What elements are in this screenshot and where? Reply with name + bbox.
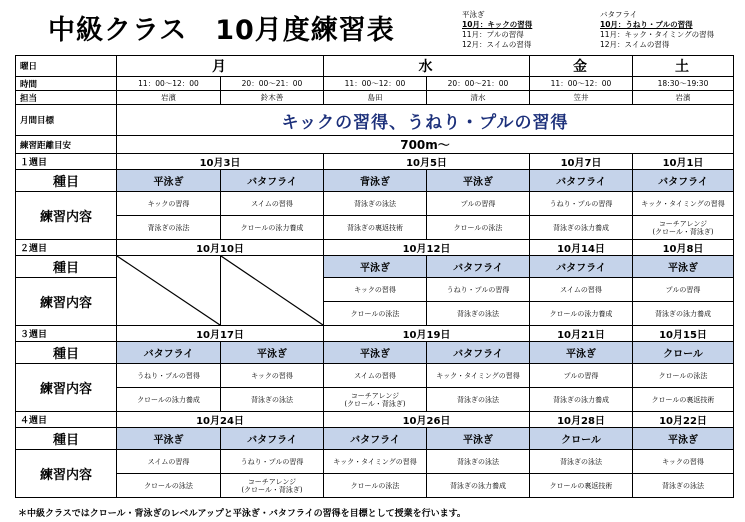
stroke-cell: 平泳ぎ: [324, 256, 427, 278]
stroke-cell: 平泳ぎ: [530, 342, 633, 364]
stroke-cell: 平泳ぎ: [324, 342, 427, 364]
practice-item: うねり・プルの習得: [530, 192, 633, 216]
instructor-label: 担当: [16, 91, 117, 105]
date-cell: 10月14日: [530, 240, 633, 256]
date-cell: 10月24日: [117, 412, 324, 428]
content-label: 練習内容: [16, 278, 117, 326]
time-cell: 20：00〜21：00: [427, 77, 530, 91]
practice-item: キックの習得: [221, 364, 324, 388]
practice-item: コーチアレンジ (クロール・背泳ぎ): [633, 216, 734, 240]
practice-item: 背泳ぎの泳法: [427, 302, 530, 326]
time-cell: 11：00〜12：00: [530, 77, 633, 91]
day-friday: 金: [530, 56, 633, 77]
practice-item: 背泳ぎの泳法: [117, 216, 221, 240]
stroke-cell: 平泳ぎ: [117, 170, 221, 192]
content-label: 練習内容: [16, 364, 117, 412]
date-cell: 10月8日: [633, 240, 734, 256]
no-class-cell: [221, 256, 324, 326]
practice-item: うねり・プルの習得: [427, 278, 530, 302]
stroke-cell: 平泳ぎ: [117, 428, 221, 450]
instructor-cell: 岩濱: [117, 91, 221, 105]
stroke-label: 種目: [16, 428, 117, 450]
stroke-label: 種目: [16, 256, 117, 278]
practice-item: コーチアレンジ (クロール・背泳ぎ): [324, 388, 427, 412]
practice-item: 背泳ぎの泳力養成: [633, 302, 734, 326]
no-class-cell: [117, 256, 221, 326]
practice-item: クロールの泳法: [117, 474, 221, 498]
practice-item: 背泳ぎの泳力養成: [427, 474, 530, 498]
practice-item: うねり・プルの習得: [221, 450, 324, 474]
stroke-cell: バタフライ: [221, 428, 324, 450]
week-label: ４週目: [16, 412, 117, 428]
stroke-cell: バタフライ: [427, 342, 530, 364]
practice-item: スイムの習得: [530, 278, 633, 302]
date-cell: 10月22日: [633, 412, 734, 428]
practice-item: キックの習得: [633, 450, 734, 474]
practice-item: 背泳ぎの泳法: [427, 450, 530, 474]
practice-item: クロールの泳法: [427, 216, 530, 240]
content-label: 練習内容: [16, 192, 117, 240]
instructor-cell: 清水: [427, 91, 530, 105]
note-heading: 平泳ぎ: [462, 10, 485, 19]
stroke-label: 種目: [16, 170, 117, 192]
practice-item: キックの習得: [117, 192, 221, 216]
instructor-cell: 笠井: [530, 91, 633, 105]
note-line: 12月：スイムの習得: [462, 40, 532, 49]
date-cell: 10月10日: [117, 240, 324, 256]
practice-item: 背泳ぎの泳法: [530, 450, 633, 474]
date-cell: 10月21日: [530, 326, 633, 342]
practice-item: キック・タイミングの習得: [324, 450, 427, 474]
diagonal-slash: [117, 256, 220, 325]
stroke-cell: バタフライ: [530, 170, 633, 192]
practice-item: うねり・プルの習得: [117, 364, 221, 388]
practice-item: クロールの泳法: [324, 474, 427, 498]
day-saturday: 土: [633, 56, 734, 77]
note-line: 11月：プルの習得: [462, 30, 524, 39]
stroke-cell: 平泳ぎ: [427, 428, 530, 450]
date-cell: 10月19日: [324, 326, 530, 342]
practice-item: キック・タイミングの習得: [427, 364, 530, 388]
content-label: 練習内容: [16, 450, 117, 498]
stroke-cell: バタフライ: [530, 256, 633, 278]
stroke-cell: 平泳ぎ: [633, 256, 734, 278]
week-label: １週目: [16, 154, 117, 170]
date-cell: 10月28日: [530, 412, 633, 428]
practice-item: 背泳ぎの泳法: [221, 388, 324, 412]
day-wednesday: 水: [324, 56, 530, 77]
week-label: ３週目: [16, 326, 117, 342]
stroke-cell: クロール: [633, 342, 734, 364]
practice-item: 背泳ぎの裏返技術: [324, 216, 427, 240]
stroke-cell: クロール: [530, 428, 633, 450]
practice-item: キック・タイミングの習得: [633, 192, 734, 216]
practice-item: プルの習得: [427, 192, 530, 216]
monthly-goal: キックの習得、うねり・プルの習得: [117, 105, 734, 136]
practice-item: プルの習得: [530, 364, 633, 388]
note-line: 11月：キック・タイミングの習得: [600, 30, 715, 39]
instructor-cell: 鈴木善: [221, 91, 324, 105]
stroke-cell: バタフライ: [633, 170, 734, 192]
date-cell: 10月17日: [117, 326, 324, 342]
footer-note: ＊中級クラスではクロール・背泳ぎのレベルアップと平泳ぎ・バタフライの習得を目標として授業を行います。: [18, 509, 466, 519]
practice-item: スイムの習得: [324, 364, 427, 388]
stroke-cell: バタフライ: [427, 256, 530, 278]
stroke-cell: 背泳ぎ: [324, 170, 427, 192]
practice-item: 背泳ぎの泳法: [633, 474, 734, 498]
stroke-cell: 平泳ぎ: [427, 170, 530, 192]
instructor-cell: 島田: [324, 91, 427, 105]
practice-item: スイムの習得: [221, 192, 324, 216]
practice-item: キックの習得: [324, 278, 427, 302]
time-label: 時間: [16, 77, 117, 91]
note-line: 12月：スイムの習得: [600, 40, 670, 49]
schedule-table: [15, 55, 734, 498]
day-label: 曜日: [16, 56, 117, 77]
distance-label: 練習距離目安: [16, 136, 117, 154]
day-monday: 月: [117, 56, 324, 77]
practice-item: クロールの泳力養成: [221, 216, 324, 240]
practice-item: 背泳ぎの泳法: [324, 192, 427, 216]
date-cell: 10月26日: [324, 412, 530, 428]
practice-item: 背泳ぎの泳力養成: [530, 388, 633, 412]
instructor-cell: 岩濱: [633, 91, 734, 105]
stroke-label: 種目: [16, 342, 117, 364]
date-cell: 10月1日: [633, 154, 734, 170]
time-cell: 11：00〜12：00: [117, 77, 221, 91]
goal-label: 月間目標: [16, 105, 117, 136]
breaststroke-plan-note: [462, 10, 532, 50]
practice-item: プルの習得: [633, 278, 734, 302]
practice-item: クロールの裏返技術: [633, 388, 734, 412]
date-cell: 10月15日: [633, 326, 734, 342]
practice-item: 背泳ぎの泳法: [427, 388, 530, 412]
stroke-cell: 平泳ぎ: [221, 342, 324, 364]
date-cell: 10月7日: [530, 154, 633, 170]
practice-item: クロールの泳力養成: [530, 302, 633, 326]
practice-item: クロールの泳法: [324, 302, 427, 326]
distance-value: 700m〜: [117, 136, 734, 154]
practice-item: クロールの裏返技術: [530, 474, 633, 498]
date-cell: 10月12日: [324, 240, 530, 256]
note-line: 10月：キックの習得: [462, 20, 533, 29]
date-cell: 10月3日: [117, 154, 324, 170]
page-title: 中級クラス 10月度練習表: [48, 15, 395, 46]
practice-item: クロールの泳法: [633, 364, 734, 388]
practice-item: コーチアレンジ (クロール・背泳ぎ): [221, 474, 324, 498]
practice-item: クロールの泳力養成: [117, 388, 221, 412]
butterfly-plan-note: [600, 10, 714, 50]
time-cell: 18:30〜19:30: [633, 77, 734, 91]
time-cell: 20：00〜21：00: [221, 77, 324, 91]
stroke-cell: バタフライ: [117, 342, 221, 364]
practice-item: 背泳ぎの泳力養成: [530, 216, 633, 240]
stroke-cell: バタフライ: [324, 428, 427, 450]
note-heading: バタフライ: [600, 10, 638, 19]
stroke-cell: 平泳ぎ: [633, 428, 734, 450]
date-cell: 10月5日: [324, 154, 530, 170]
time-cell: 11：00〜12：00: [324, 77, 427, 91]
note-line: 10月：うねり・プルの習得: [600, 20, 693, 29]
practice-item: スイムの習得: [117, 450, 221, 474]
stroke-cell: バタフライ: [221, 170, 324, 192]
header: [0, 0, 745, 55]
diagonal-slash: [221, 256, 323, 325]
week-label: ２週目: [16, 240, 117, 256]
